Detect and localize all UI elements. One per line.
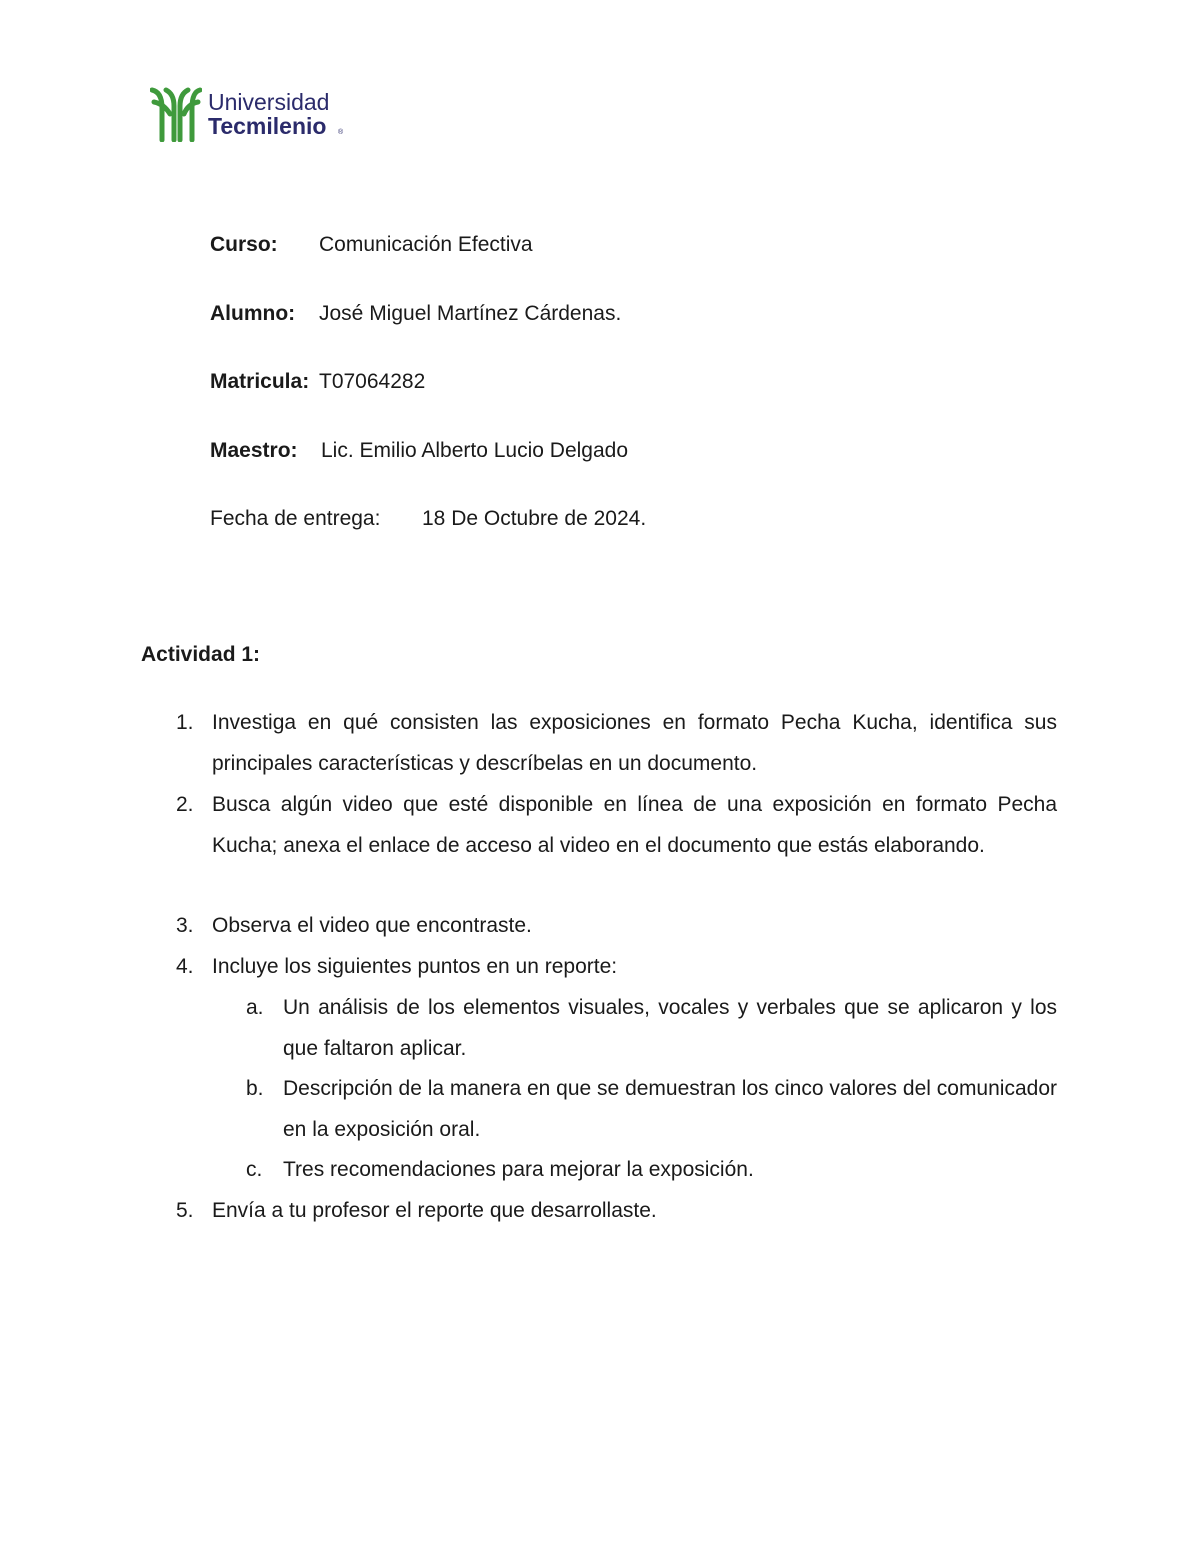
fecha-label: Fecha de entrega: xyxy=(210,507,381,530)
info-matricula xyxy=(210,370,426,394)
sub-list-item-letter: c. xyxy=(246,1158,263,1181)
list-item-number: 2. xyxy=(176,793,194,816)
alumno-label: Alumno: xyxy=(210,302,296,325)
list-item-text: Envía a tu profesor el reporte que desarrollaste. xyxy=(212,1199,657,1222)
logo-text-tecmilenio: Tecmilenio xyxy=(208,113,327,139)
alumno-value: José Miguel Martínez Cárdenas. xyxy=(319,302,622,325)
maestro-value: Lic. Emilio Alberto Lucio Delgado xyxy=(321,439,629,462)
logo-text-universidad: Universidad xyxy=(208,89,330,115)
logo-registered-mark: ® xyxy=(338,129,344,136)
info-alumno xyxy=(210,302,622,326)
info-maestro xyxy=(210,439,629,463)
info-curso xyxy=(210,233,533,257)
list-item-number: 3. xyxy=(176,914,194,937)
sub-list-item-text: Tres recomendaciones para mejorar la exposición. xyxy=(283,1158,754,1181)
curso-value: Comunicación Efectiva xyxy=(319,233,533,256)
activity-title: Actividad 1: xyxy=(141,643,261,666)
list-item-text: Investiga en qué consisten las exposiciones en formato Pecha Kucha, identifica sus principales características y descríbelas en un documento. xyxy=(212,711,1057,775)
sub-list-item-letter: a. xyxy=(246,996,264,1019)
list-item-text: Observa el video que encontraste. xyxy=(212,914,532,937)
matricula-label: Matricula: xyxy=(210,370,310,393)
tecmilenio-logo-icon xyxy=(150,86,202,142)
matricula-value: T07064282 xyxy=(319,370,426,393)
fecha-value: 18 De Octubre de 2024. xyxy=(422,507,647,530)
list-item-number: 4. xyxy=(176,955,194,978)
university-logo xyxy=(150,86,360,144)
maestro-label: Maestro: xyxy=(210,439,298,462)
list-item-text: Incluye los siguientes puntos en un reporte: xyxy=(212,955,618,978)
list-item-number: 5. xyxy=(176,1199,194,1222)
curso-label: Curso: xyxy=(210,233,278,256)
sub-list-item-text: Un análisis de los elementos visuales, vocales y verbales que se aplicaron y los que faltaron aplicar. xyxy=(283,996,1057,1060)
list-item-text: Busca algún video que esté disponible en línea de una exposición en formato Pecha Kucha; anexa el enlace de acceso al video en el documento que estás elaborando. xyxy=(212,793,1057,857)
sub-list-item-text: Descripción de la manera en que se demuestran los cinco valores del comunicador en la exposición oral. xyxy=(283,1077,1057,1141)
info-fecha xyxy=(210,507,647,531)
list-item-number: 1. xyxy=(176,711,194,734)
sub-list-item-letter: b. xyxy=(246,1077,264,1100)
